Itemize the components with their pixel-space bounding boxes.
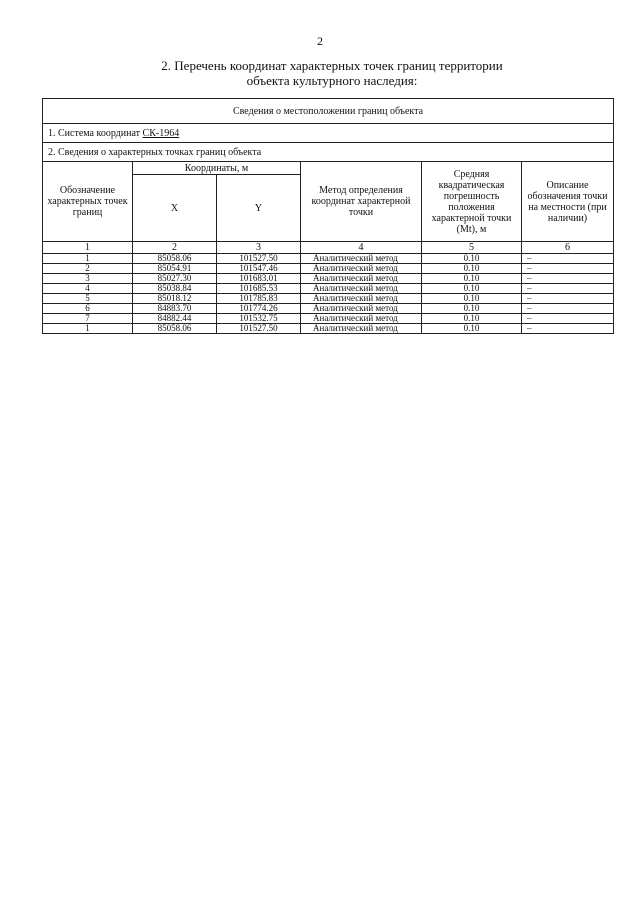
point-cell: 2 (43, 264, 133, 274)
method-cell: Аналитический метод (301, 294, 422, 304)
table-row (43, 274, 614, 284)
description-cell: – (522, 274, 614, 284)
y-cell: 101527.50 (217, 254, 301, 264)
column-number: 3 (217, 242, 301, 254)
point-cell: 1 (43, 324, 133, 334)
section-heading-row (43, 99, 614, 124)
error-cell: 0.10 (422, 324, 522, 334)
document-title-line-2: объекта культурного наследия: (246, 73, 418, 88)
coordinates-table-body (43, 99, 614, 334)
point-cell: 5 (43, 294, 133, 304)
document-title-line-1: 2. Перечень координат характерных точек границ территории (161, 58, 503, 73)
header-description: Описание обозначения точки на местности (при наличии) (522, 162, 614, 242)
error-cell: 0.10 (422, 314, 522, 324)
header-point-designation: Обозначение характерных точек границ (43, 162, 133, 242)
point-cell: 1 (43, 254, 133, 264)
table-row (43, 254, 614, 264)
coord-system-cell (43, 124, 614, 143)
description-cell: – (522, 284, 614, 294)
method-cell: Аналитический метод (301, 274, 422, 284)
x-cell: 85054.91 (133, 264, 217, 274)
method-cell: Аналитический метод (301, 324, 422, 334)
document-title (0, 58, 640, 88)
table-row (43, 304, 614, 314)
header-coordinates: Координаты, м (133, 162, 301, 175)
column-number: 1 (43, 242, 133, 254)
points-heading: 2. Сведения о характерных точках границ объекта (43, 143, 614, 162)
description-cell: – (522, 264, 614, 274)
column-number-row (43, 242, 614, 254)
table-row (43, 284, 614, 294)
column-number: 5 (422, 242, 522, 254)
x-cell: 84882.44 (133, 314, 217, 324)
coordinates-table (42, 98, 614, 334)
error-cell: 0.10 (422, 304, 522, 314)
header-method: Метод определения координат характерной точки (301, 162, 422, 242)
y-cell: 101774.26 (217, 304, 301, 314)
x-cell: 85058.06 (133, 254, 217, 264)
points-heading-row (43, 143, 614, 162)
coord-system-label: 1. Система координат (48, 127, 143, 139)
coord-system-value: СК-1964 (142, 127, 180, 139)
y-cell: 101685.53 (217, 284, 301, 294)
x-cell: 85027.30 (133, 274, 217, 284)
y-cell: 101527.50 (217, 324, 301, 334)
y-cell: 101785.83 (217, 294, 301, 304)
y-cell: 101683.01 (217, 274, 301, 284)
y-cell: 101547.46 (217, 264, 301, 274)
x-cell: 85038.84 (133, 284, 217, 294)
section-heading: Сведения о местоположении границ объекта (43, 99, 614, 124)
table-row (43, 314, 614, 324)
table-row (43, 324, 614, 334)
x-cell: 85018.12 (133, 294, 217, 304)
error-cell: 0.10 (422, 284, 522, 294)
point-cell: 3 (43, 274, 133, 284)
x-cell: 85058.06 (133, 324, 217, 334)
method-cell: Аналитический метод (301, 304, 422, 314)
header-y: Y (217, 175, 301, 242)
page-number: 2 (317, 34, 323, 48)
coord-system-row (43, 124, 614, 143)
error-cell: 0.10 (422, 274, 522, 284)
description-cell: – (522, 304, 614, 314)
method-cell: Аналитический метод (301, 314, 422, 324)
x-cell: 84883.70 (133, 304, 217, 314)
table-row (43, 294, 614, 304)
description-cell: – (522, 324, 614, 334)
table-row (43, 264, 614, 274)
y-cell: 101532.75 (217, 314, 301, 324)
description-cell: – (522, 254, 614, 264)
error-cell: 0.10 (422, 294, 522, 304)
point-cell: 6 (43, 304, 133, 314)
column-number: 6 (522, 242, 614, 254)
point-cell: 4 (43, 284, 133, 294)
method-cell: Аналитический метод (301, 254, 422, 264)
point-cell: 7 (43, 314, 133, 324)
column-number: 2 (133, 242, 217, 254)
method-cell: Аналитический метод (301, 264, 422, 274)
header-row-1 (43, 162, 614, 175)
error-cell: 0.10 (422, 254, 522, 264)
header-error: Средняя квадратическая погрешность положения характерной точки (Mt), м (422, 162, 522, 242)
description-cell: – (522, 314, 614, 324)
column-number: 4 (301, 242, 422, 254)
header-x: X (133, 175, 217, 242)
error-cell: 0.10 (422, 264, 522, 274)
method-cell: Аналитический метод (301, 284, 422, 294)
description-cell: – (522, 294, 614, 304)
